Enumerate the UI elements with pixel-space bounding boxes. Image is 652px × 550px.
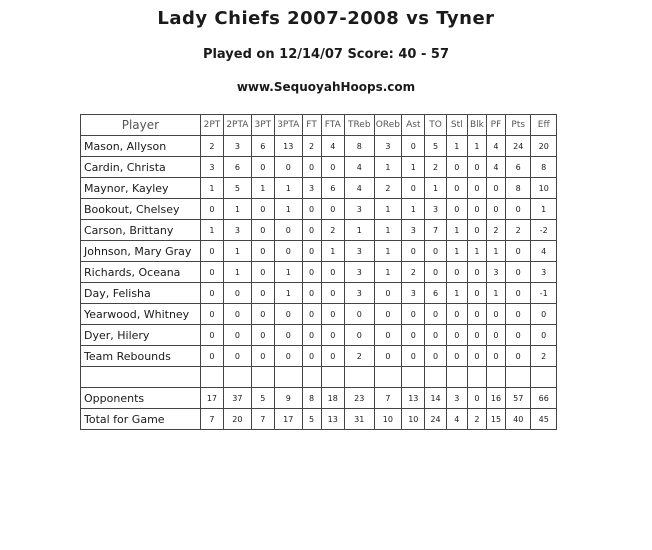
stat-cell: 1 (374, 199, 402, 220)
stat-cell: 0 (251, 325, 274, 346)
stat-cell: 0 (200, 283, 223, 304)
stat-cell: 14 (425, 388, 446, 409)
player-column-header: Player (81, 115, 201, 136)
stat-cell: 10 (374, 409, 402, 430)
stat-cell: 2 (425, 157, 446, 178)
column-header: 3PT (251, 115, 274, 136)
player-name: Opponents (81, 388, 201, 409)
stat-cell: 8 (344, 136, 374, 157)
stat-cell: 2 (402, 262, 425, 283)
stat-cell: 0 (251, 262, 274, 283)
player-name: Carson, Brittany (81, 220, 201, 241)
stat-cell: 1 (402, 199, 425, 220)
blank-row (81, 367, 557, 388)
stats-table (80, 114, 557, 430)
stat-cell: 6 (321, 178, 344, 199)
stat-cell: 0 (506, 304, 531, 325)
stat-cell: 1 (274, 199, 302, 220)
stat-cell: 0 (402, 178, 425, 199)
empty-cell (200, 367, 223, 388)
stat-cell: 0 (425, 262, 446, 283)
stat-cell: 0 (302, 220, 321, 241)
stat-cell: 2 (344, 346, 374, 367)
column-header: Blk (467, 115, 486, 136)
stat-cell: 0 (446, 325, 467, 346)
table-body (81, 136, 557, 430)
stat-cell: 20 (531, 136, 557, 157)
stat-cell: 0 (344, 304, 374, 325)
stat-cell: 0 (224, 304, 252, 325)
stat-cell: 3 (344, 199, 374, 220)
stat-cell: 1 (200, 220, 223, 241)
stat-cell: 0 (251, 304, 274, 325)
column-header: Stl (446, 115, 467, 136)
stat-cell: 0 (321, 325, 344, 346)
stat-cell: 8 (531, 157, 557, 178)
stat-cell: 6 (506, 157, 531, 178)
stat-cell: 0 (374, 283, 402, 304)
column-header: TO (425, 115, 446, 136)
stat-cell: 5 (302, 409, 321, 430)
empty-cell (344, 367, 374, 388)
stat-cell: 0 (506, 241, 531, 262)
stat-cell: 0 (531, 325, 557, 346)
column-header: Eff (531, 115, 557, 136)
stat-cell: 9 (274, 388, 302, 409)
stat-cell: 1 (374, 220, 402, 241)
stat-cell: 0 (274, 346, 302, 367)
player-row (81, 199, 557, 220)
player-row (81, 304, 557, 325)
stat-cell: 0 (486, 346, 505, 367)
empty-cell (274, 367, 302, 388)
player-row (81, 136, 557, 157)
empty-cell (467, 367, 486, 388)
stat-cell: 0 (506, 262, 531, 283)
stat-cell: 4 (344, 178, 374, 199)
player-row (81, 241, 557, 262)
stat-cell: 2 (486, 220, 505, 241)
stat-cell: 0 (224, 346, 252, 367)
stat-cell: 3 (344, 262, 374, 283)
stat-cell: 0 (251, 346, 274, 367)
stat-cell: 1 (425, 178, 446, 199)
stat-cell: 7 (200, 409, 223, 430)
empty-cell (81, 367, 201, 388)
stat-cell: 4 (344, 157, 374, 178)
stat-cell: 0 (224, 325, 252, 346)
player-row (81, 220, 557, 241)
totals-row (81, 388, 557, 409)
stat-cell: 0 (374, 304, 402, 325)
stat-cell: 1 (467, 241, 486, 262)
stat-cell: 1 (374, 157, 402, 178)
stat-cell: 0 (467, 157, 486, 178)
stat-cell: 0 (321, 283, 344, 304)
empty-cell (321, 367, 344, 388)
stat-cell: 2 (321, 220, 344, 241)
stat-cell: 1 (251, 178, 274, 199)
stat-cell: 1 (224, 199, 252, 220)
stat-cell: 31 (344, 409, 374, 430)
stat-cell: 0 (200, 304, 223, 325)
stat-cell: 0 (531, 304, 557, 325)
player-name: Yearwood, Whitney (81, 304, 201, 325)
stat-cell: 0 (302, 157, 321, 178)
stat-cell: 1 (374, 241, 402, 262)
stat-cell: 0 (302, 262, 321, 283)
stat-cell: 1 (446, 136, 467, 157)
stat-cell: 0 (486, 199, 505, 220)
stat-cell: 0 (425, 241, 446, 262)
stat-cell: 16 (486, 388, 505, 409)
stat-cell: 13 (274, 136, 302, 157)
stat-cell: 24 (425, 409, 446, 430)
player-name: Johnson, Mary Gray (81, 241, 201, 262)
stat-cell: 0 (374, 346, 402, 367)
stat-cell: 0 (446, 346, 467, 367)
stat-cell: 4 (531, 241, 557, 262)
totals-row (81, 409, 557, 430)
stat-cell: 0 (302, 304, 321, 325)
website-url: www.SequoyahHoops.com (236, 80, 416, 94)
stat-cell: 0 (200, 262, 223, 283)
stat-cell: 0 (200, 199, 223, 220)
stat-cell: 5 (425, 136, 446, 157)
stat-cell: 0 (321, 304, 344, 325)
stat-cell: 6 (224, 157, 252, 178)
stat-cell: 0 (467, 262, 486, 283)
stat-cell: 2 (506, 220, 531, 241)
stat-cell: 0 (402, 346, 425, 367)
stat-cell: 0 (506, 199, 531, 220)
stat-cell: 0 (251, 199, 274, 220)
column-header: Ast (402, 115, 425, 136)
stat-cell: 0 (467, 388, 486, 409)
stat-cell: 24 (506, 136, 531, 157)
stat-cell: 0 (446, 178, 467, 199)
stat-cell: 0 (506, 346, 531, 367)
stat-cell: 0 (425, 325, 446, 346)
stat-cell: 0 (321, 199, 344, 220)
empty-cell (425, 367, 446, 388)
stat-cell: 1 (344, 220, 374, 241)
stat-cell: 15 (486, 409, 505, 430)
column-header: TReb (344, 115, 374, 136)
player-row (81, 283, 557, 304)
player-row (81, 178, 557, 199)
player-name: Cardin, Christa (81, 157, 201, 178)
column-header: 3PTA (274, 115, 302, 136)
empty-cell (531, 367, 557, 388)
stat-cell: 1 (446, 220, 467, 241)
game-subtitle: Played on 12/14/07 Score: 40 - 57 (202, 47, 450, 62)
stat-cell: 3 (344, 241, 374, 262)
player-name: Dyer, Hilery (81, 325, 201, 346)
stat-cell: 0 (200, 325, 223, 346)
stat-cell: 18 (321, 388, 344, 409)
stat-cell: 0 (486, 304, 505, 325)
stat-cell: 13 (402, 388, 425, 409)
stat-cell: 0 (402, 325, 425, 346)
stat-cell: 0 (302, 241, 321, 262)
stat-cell: 0 (251, 157, 274, 178)
stat-cell: 4 (486, 157, 505, 178)
empty-cell (251, 367, 274, 388)
stat-cell: 17 (274, 409, 302, 430)
stat-cell: 10 (531, 178, 557, 199)
stat-cell: 0 (274, 325, 302, 346)
empty-cell (446, 367, 467, 388)
stat-cell: 2 (531, 346, 557, 367)
stat-cell: 0 (446, 157, 467, 178)
stat-cell: 23 (344, 388, 374, 409)
stat-cell: 4 (486, 136, 505, 157)
stat-cell: 8 (506, 178, 531, 199)
stat-cell: 0 (302, 325, 321, 346)
stat-cell: -2 (531, 220, 557, 241)
stat-cell: 3 (402, 283, 425, 304)
stat-cell: 45 (531, 409, 557, 430)
empty-cell (224, 367, 252, 388)
stat-cell: 3 (200, 157, 223, 178)
stat-cell: 0 (467, 178, 486, 199)
stat-cell: 1 (486, 283, 505, 304)
stat-cell: 0 (467, 220, 486, 241)
stat-cell: 0 (344, 325, 374, 346)
stat-cell: 20 (224, 409, 252, 430)
stat-cell: 0 (321, 262, 344, 283)
column-header: PF (486, 115, 505, 136)
stat-cell: 0 (321, 157, 344, 178)
column-header: 2PTA (224, 115, 252, 136)
stat-cell: 0 (200, 241, 223, 262)
stat-cell: 3 (224, 136, 252, 157)
stat-cell: 0 (274, 157, 302, 178)
stat-cell: 0 (425, 346, 446, 367)
stat-cell: 0 (402, 136, 425, 157)
stat-cell: 3 (402, 220, 425, 241)
stat-cell: 6 (251, 136, 274, 157)
stat-cell: 0 (251, 220, 274, 241)
stat-cell: 13 (321, 409, 344, 430)
empty-cell (402, 367, 425, 388)
stat-cell: 6 (425, 283, 446, 304)
stat-cell: 0 (274, 241, 302, 262)
column-header: FT (302, 115, 321, 136)
stat-cell: 2 (374, 178, 402, 199)
player-row (81, 262, 557, 283)
stat-cell: 0 (402, 304, 425, 325)
empty-cell (506, 367, 531, 388)
stat-cell: 17 (200, 388, 223, 409)
column-header: Pts (506, 115, 531, 136)
player-name: Mason, Allyson (81, 136, 201, 157)
stat-cell: 0 (425, 304, 446, 325)
stat-cell: 3 (446, 388, 467, 409)
player-name: Richards, Oceana (81, 262, 201, 283)
stat-cell: 3 (425, 199, 446, 220)
stat-cell: 37 (224, 388, 252, 409)
stat-cell: 4 (446, 409, 467, 430)
stat-cell: 1 (446, 283, 467, 304)
empty-cell (486, 367, 505, 388)
stat-cell: 0 (302, 283, 321, 304)
stat-cell: 8 (302, 388, 321, 409)
stat-cell: 0 (506, 325, 531, 346)
stat-cell: 1 (446, 241, 467, 262)
stat-cell: 0 (446, 304, 467, 325)
stat-cell: 0 (274, 220, 302, 241)
player-row (81, 325, 557, 346)
stat-cell: 0 (302, 346, 321, 367)
stat-cell: 1 (374, 262, 402, 283)
stat-cell: 7 (251, 409, 274, 430)
table-header-row (81, 115, 557, 136)
stat-cell: -1 (531, 283, 557, 304)
stat-cell: 5 (224, 178, 252, 199)
stat-cell: 1 (224, 262, 252, 283)
stat-cell: 1 (467, 136, 486, 157)
stat-cell: 0 (274, 304, 302, 325)
page-title: Lady Chiefs 2007-2008 vs Tyner (157, 8, 495, 29)
stat-cell: 0 (467, 325, 486, 346)
stat-cell: 1 (224, 241, 252, 262)
stat-cell: 1 (531, 199, 557, 220)
stat-cell: 0 (467, 199, 486, 220)
stat-cell: 3 (302, 178, 321, 199)
stat-cell: 0 (321, 346, 344, 367)
stat-cell: 2 (200, 136, 223, 157)
stat-cell: 1 (402, 157, 425, 178)
stat-cell: 1 (274, 178, 302, 199)
empty-cell (302, 367, 321, 388)
column-header: FTA (321, 115, 344, 136)
stat-cell: 3 (374, 136, 402, 157)
player-name: Total for Game (81, 409, 201, 430)
stat-cell: 0 (402, 241, 425, 262)
stat-cell: 2 (467, 409, 486, 430)
column-header: 2PT (200, 115, 223, 136)
stat-cell: 0 (200, 346, 223, 367)
stat-cell: 7 (425, 220, 446, 241)
stat-cell: 3 (344, 283, 374, 304)
player-name: Day, Felisha (81, 283, 201, 304)
stat-cell: 0 (486, 178, 505, 199)
stat-cell: 0 (374, 325, 402, 346)
stat-cell: 40 (506, 409, 531, 430)
stat-cell: 1 (321, 241, 344, 262)
player-row (81, 157, 557, 178)
column-header: OReb (374, 115, 402, 136)
stat-cell: 2 (302, 136, 321, 157)
stat-cell: 0 (251, 241, 274, 262)
stat-cell: 0 (446, 199, 467, 220)
player-row (81, 346, 557, 367)
stat-cell: 1 (486, 241, 505, 262)
stat-cell: 7 (374, 388, 402, 409)
player-name: Team Rebounds (81, 346, 201, 367)
stat-cell: 1 (200, 178, 223, 199)
stat-cell: 0 (251, 283, 274, 304)
stat-cell: 0 (224, 283, 252, 304)
stat-cell: 0 (467, 346, 486, 367)
stat-cell: 0 (467, 283, 486, 304)
stat-cell: 10 (402, 409, 425, 430)
stat-cell: 0 (467, 304, 486, 325)
player-name: Maynor, Kayley (81, 178, 201, 199)
stat-cell: 0 (506, 283, 531, 304)
empty-cell (374, 367, 402, 388)
stat-cell: 3 (531, 262, 557, 283)
stat-cell: 5 (251, 388, 274, 409)
stat-cell: 4 (321, 136, 344, 157)
stat-cell: 3 (224, 220, 252, 241)
stat-cell: 3 (486, 262, 505, 283)
player-name: Bookout, Chelsey (81, 199, 201, 220)
stat-cell: 0 (446, 262, 467, 283)
stat-cell: 57 (506, 388, 531, 409)
stat-cell: 1 (274, 262, 302, 283)
stat-cell: 0 (486, 325, 505, 346)
stat-cell: 1 (274, 283, 302, 304)
stat-cell: 66 (531, 388, 557, 409)
stat-cell: 0 (302, 199, 321, 220)
